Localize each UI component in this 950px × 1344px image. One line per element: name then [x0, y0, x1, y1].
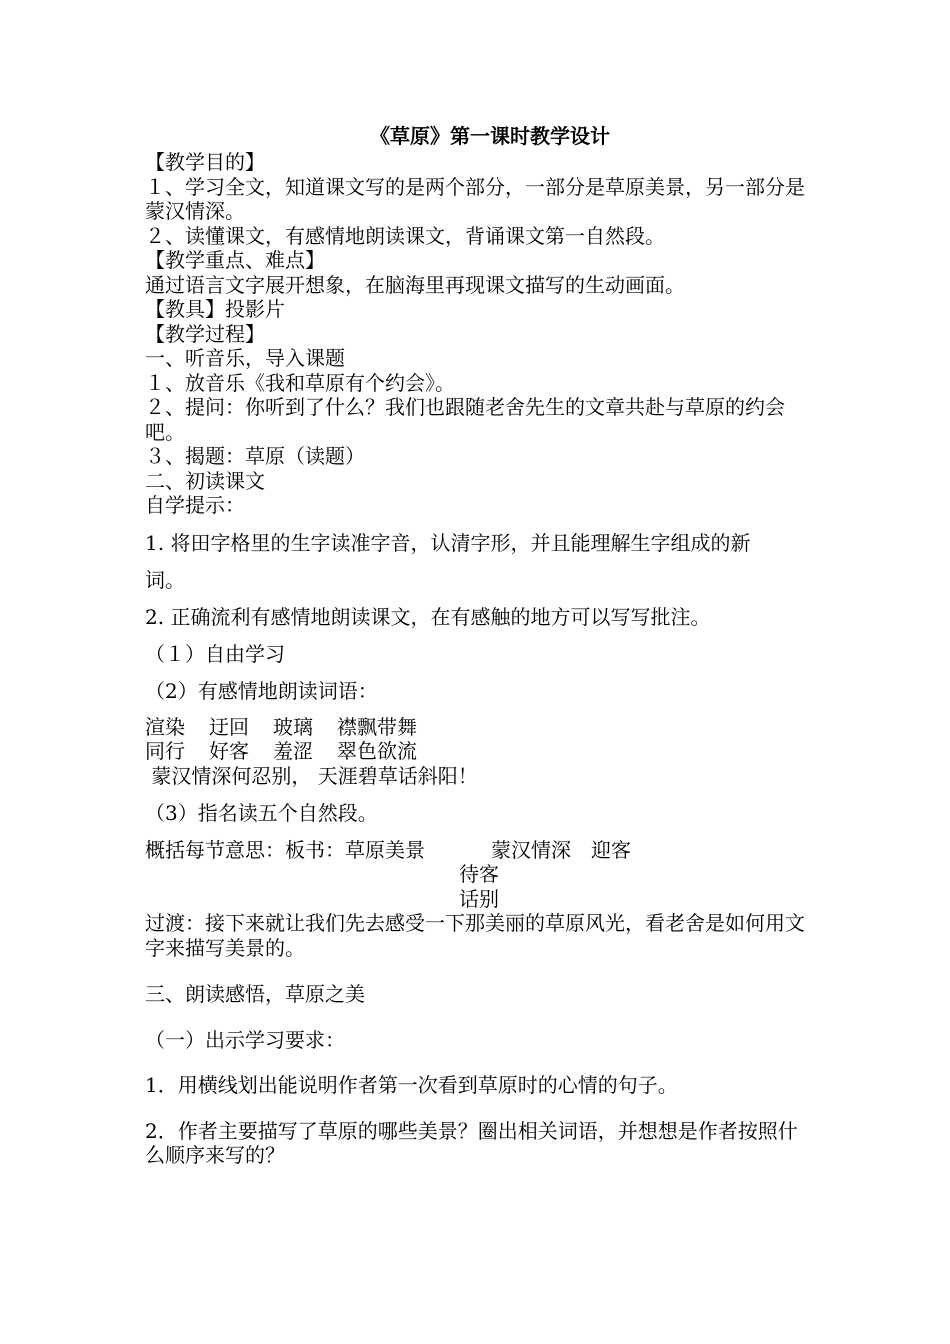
hint-2: 2. 正确流利有感情地朗读课文，在有感触的地方可以写写批注。	[145, 604, 711, 629]
word: 好客	[209, 739, 249, 763]
document-title: 《草原》第一课时教学设计	[370, 124, 610, 148]
section-1-item-2: ２、提问：你听到了什么？我们也跟随老舍先生的文章共赴与草原的约会吧。	[145, 395, 785, 444]
step-2: （2）有感情地朗读词语：	[145, 678, 378, 703]
word: 襟飘带舞	[337, 714, 417, 739]
step-3: （3）指名读五个自然段。	[145, 801, 378, 825]
word: 渲染	[145, 714, 185, 739]
word: 羞涩	[273, 739, 313, 763]
requirement-1: 1．用横线划出能说明作者第一次看到草原时的心情的句子。	[145, 1073, 678, 1097]
requirement-2: 2．作者主要描写了草原的哪些美景？圈出相关词语，并想想是作者按照什么顺序来写的？	[145, 1118, 798, 1167]
words-row-1	[145, 715, 815, 740]
summary-label: 概括每节意思：板书：草原美景	[145, 838, 425, 862]
tools-line: 【教具】投影片	[145, 297, 285, 321]
word: 玻璃	[273, 714, 313, 739]
section-1-item-1: １、放音乐《我和草原有个约会》。	[145, 370, 455, 395]
summary-right: 蒙汉情深 迎客	[491, 838, 631, 862]
word: 翠色欲流	[337, 739, 417, 763]
word: 迂回	[209, 714, 249, 739]
document-page	[145, 122, 815, 1168]
process-header: 【教学过程】	[145, 321, 265, 346]
hint-1-line-a: 1. 将田字格里的生字读准字音，认清字形，并且能理解生字组成的新	[145, 530, 751, 555]
verse-line: 蒙汉情深何忍别， 天涯碧草话斜阳！	[145, 763, 478, 788]
section-2-title: 二、初读课文	[145, 468, 265, 493]
summary-line	[145, 838, 815, 862]
word: 同行	[145, 739, 185, 763]
objective-2: ２、读懂课文，有感情地朗读课文，背诵课文第一自然段。	[145, 223, 665, 248]
key-header: 【教学重点、难点】	[145, 248, 325, 272]
section-3-title: 三、朗读感悟，草原之美	[145, 982, 365, 1006]
section-1-title: 一、听音乐，导入课题	[145, 346, 345, 370]
objective-header: 【教学目的】	[145, 150, 265, 174]
self-study-label: 自学提示：	[145, 493, 245, 517]
hint-1-line-b: 词。	[145, 567, 185, 592]
step-1: （１）自由学习	[145, 641, 285, 666]
transition-text: 过渡：接下来就让我们先去感受一下那美丽的草原风光，看老舍是如何用文字来描写美景的。	[145, 911, 805, 960]
section-1-item-3: ３、揭题：草原（读题）	[145, 444, 365, 468]
objective-1: １、学习全文，知道课文写的是两个部分，一部分是草原美景，另一部分是蒙汉情深。	[145, 174, 805, 223]
summary-row-3: 话别	[459, 886, 499, 911]
words-row-2	[145, 739, 815, 764]
key-text: 通过语言文字展开想象，在脑海里再现课文描写的生动画面。	[145, 272, 685, 297]
requirements-title: （一）出示学习要求：	[145, 1027, 345, 1052]
summary-row-2: 待客	[459, 862, 499, 886]
